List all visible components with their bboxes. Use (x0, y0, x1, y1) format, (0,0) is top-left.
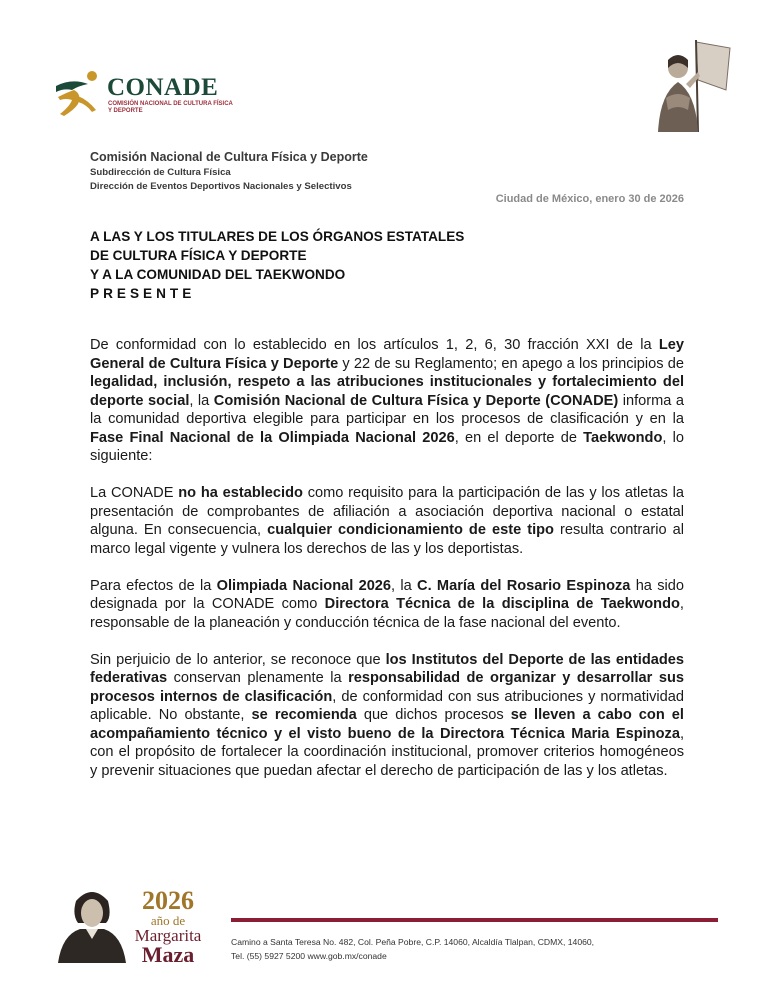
logo-wordmark: CONADE (107, 74, 219, 101)
sender-block (90, 149, 368, 194)
text-run: que dichos procesos (356, 707, 511, 723)
recipient-presente: PRESENTE (90, 286, 196, 301)
margarita-maza-portrait-icon (50, 883, 135, 963)
body-paragraph-2 (90, 484, 684, 558)
honoree-last-name: Maza (141, 942, 195, 967)
text-run: conservan plenamente la (167, 670, 349, 686)
bold-run: se recomienda (251, 707, 357, 723)
bold-run: responsabilidad de organizar y desarrollar sus procesos internos de clasificación (90, 670, 684, 705)
address-line: Camino a Santa Teresa No. 482, Col. Peña Pobre, C.P. 14060, Alcaldía Tlalpan, CDMX, 14060, (231, 937, 595, 947)
footer-address (231, 935, 711, 963)
body-paragraph-1 (90, 336, 684, 466)
bold-run: no ha establecido (178, 485, 303, 501)
bold-run: Comisión Nacional de Cultura Física y Deporte (CONADE) (213, 392, 619, 409)
bold-run: se lleven a cabo con el acompañamiento técnico y el visto bueno de la Directora Técnica Maria Espinoza (90, 707, 684, 742)
text-run: , responsable de la planeación y conducción técnica de la fase nacional del evento. (90, 596, 684, 631)
honoree-first-name: Margarita (134, 926, 202, 945)
letter-date: Ciudad de México, enero 30 de 2026 (495, 193, 684, 205)
recipient-line: DE CULTURA FÍSICA Y DEPORTE (90, 248, 307, 263)
bold-run: legalidad, inclusión, respeto a las atribuciones institucionales y fortalecimiento del deporte social (90, 374, 684, 409)
sender-institution: Comisión Nacional de Cultura Física y Deporte (90, 150, 368, 164)
text-run: , la (189, 392, 214, 409)
text-run: como requisito para la participación de las y los atletas la presentación de comprobantes de afiliación a asociación deportiva nacional o estatal alguna. En consecuencia, (90, 485, 684, 538)
recipient-line: Y A LA COMUNIDAD DEL TAEKWONDO (90, 267, 346, 282)
body-paragraph-4 (90, 651, 684, 781)
conade-logo (52, 70, 252, 120)
text-run: , en el deporte de (454, 429, 584, 446)
year-emblem (128, 888, 208, 966)
text-run: , de conformidad con sus atribuciones y normatividad aplicable. No obstante, (90, 688, 684, 723)
text-run: , la (391, 577, 418, 594)
contact-line: Tel. (55) 5927 5200 www.gob.mx/conade (231, 951, 387, 961)
letter-body (90, 336, 684, 799)
bold-run: los Institutos del Deporte de las entidades federativas (90, 651, 685, 686)
text-run: informa a la comunidad deportiva elegible para participar en los procesos de clasificación y en la (90, 392, 684, 427)
heroine-flag-illustration-icon (638, 38, 734, 134)
bold-run: Fase Final Nacional de la Olimpiada Nacional 2026 (90, 429, 455, 446)
bold-run: Olimpiada Nacional 2026 (216, 577, 392, 594)
text-run: , con el propósito de fortalecer la coordinación institucional, promover criterios homogéneos y prevenir situaciones que puedan afectar el derecho de participación de las y los atletas. (90, 725, 684, 779)
text-run: , lo siguiente: (90, 429, 685, 464)
logo-subtitle: COMISIÓN NACIONAL DE CULTURA FÍSICA Y DEPORTE (108, 101, 233, 114)
bold-run: Ley General de Cultura Física y Deporte (90, 337, 684, 372)
sender-subdirectorate: Subdirección de Cultura Física (90, 167, 231, 178)
year-number: 2026 (142, 886, 194, 915)
text-run: De conformidad con lo establecido en los artículos 1, 2, 6, 30 fracción XXI de la (90, 337, 659, 353)
runner-logo-icon (52, 70, 104, 118)
text-run: Para efectos de la (90, 577, 217, 594)
recipient-block (90, 227, 464, 303)
bold-run: C. María del Rosario Espinoza (417, 577, 631, 594)
text-run: y 22 de su Reglamento; en apego a los principios de (338, 355, 684, 372)
text-run: resulta contrario al marco legal vigente y vulnera los derechos de las y los deportistas. (90, 522, 684, 557)
bold-run: Directora Técnica de la disciplina de Taekwondo (324, 596, 680, 612)
text-run: Sin perjuicio de lo anterior, se reconoce que (90, 651, 386, 668)
footer-divider (231, 918, 718, 922)
sender-directorate: Dirección de Eventos Deportivos Nacionales y Selectivos (90, 181, 352, 192)
body-paragraph-3 (90, 577, 684, 633)
bold-run: cualquier condicionamiento de este tipo (267, 522, 554, 538)
bold-run: Taekwondo (583, 429, 663, 446)
recipient-line: A LAS Y LOS TITULARES DE LOS ÓRGANOS ESTATALES (90, 229, 465, 244)
text-run: ha sido designada por la CONADE como (90, 577, 684, 612)
text-run: La CONADE (90, 485, 179, 501)
year-subtitle: año de (150, 913, 186, 928)
